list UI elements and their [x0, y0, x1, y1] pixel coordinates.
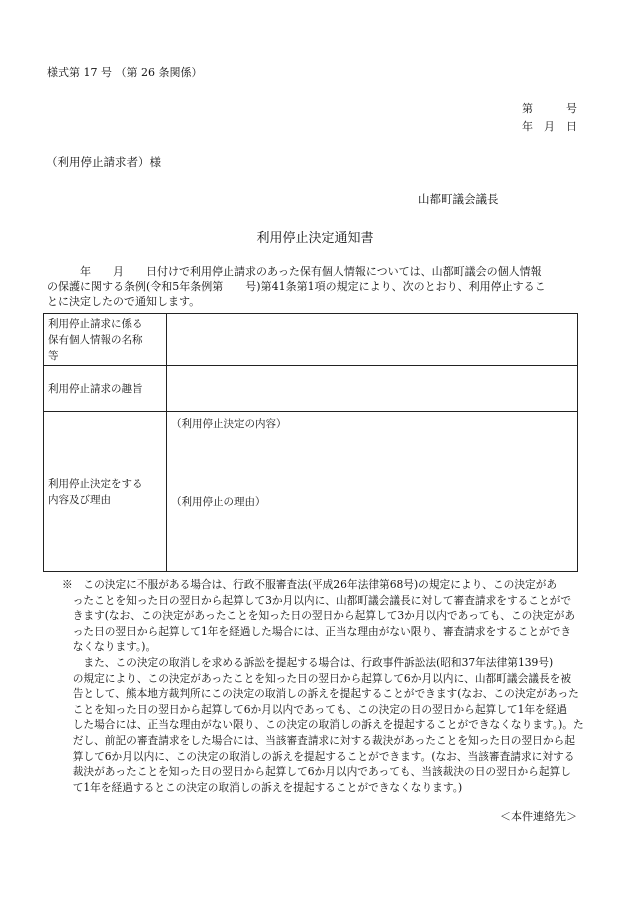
label-line: 内容及び理由	[48, 493, 111, 506]
document-number: 第 号	[522, 102, 577, 115]
intro-line: の保護に関する条例(令和5年条例第 号)第41条第1項の規定により、次のとおり、利用停止するこ	[47, 280, 546, 293]
note-line: 算して6か月以内に、この決定の取消しの訴えを提起することができます。(なお、当該審査請求に対する	[62, 749, 575, 763]
table-row	[44, 366, 578, 412]
note-line: ったことを知った日の翌日から起算して3か月以内に、山都町議会議長に対して審査請求をすることがで	[62, 593, 572, 607]
note-line: 告として、熊本地方裁判所にこの決定の取消しの訴えを提起することができます(なお、この決定があった	[62, 687, 579, 701]
label-line: 等	[48, 349, 59, 362]
document-date: 年 月 日	[522, 120, 577, 133]
notes	[62, 577, 584, 795]
contact-info: ＜本件連絡先＞	[500, 810, 577, 823]
personal-info-name-label	[44, 314, 167, 366]
addressee: （利用停止請求者）様	[46, 155, 161, 169]
table-row	[44, 314, 578, 366]
intro-paragraph	[47, 264, 583, 309]
request-purpose-label: 利用停止請求の趣旨	[44, 366, 167, 412]
note-line: 裁決があったことを知った日の翌日から起算して6か月以内であっても、当該裁決の日の翌日から起算し	[62, 765, 571, 779]
decision-content-reason-field[interactable]	[167, 412, 578, 572]
label-line: 保有個人情報の名称	[48, 333, 143, 346]
form-number: 様式第 17 号 （第 26 条関係）	[47, 66, 203, 79]
note-line: ※ この決定に不服がある場合は、行政不服審査法(平成26年法律第68号)の規定により、この決定があ	[62, 578, 558, 591]
intro-line: 年 月 日付けで利用停止請求のあった保有個人情報については、山都町議会の個人情報	[47, 265, 542, 278]
decision-content-reason-label	[44, 412, 167, 572]
request-purpose-field[interactable]	[167, 366, 578, 412]
label-line: 利用停止請求に係る	[48, 317, 143, 330]
note-line: だし、前記の審査請求をした場合には、当該審査請求に対する裁決があったことを知った日の翌日から起	[62, 733, 575, 747]
decision-reason-label: （利用停止の理由）	[171, 496, 266, 508]
document-title: 利用停止決定通知書	[256, 231, 374, 246]
label-line: 利用停止決定をする	[48, 477, 143, 490]
note-line: した場合には、正当な理由がない限り、この決定の取消しの訴えを提起することができなくなります。)。た	[62, 718, 584, 732]
note-line: なくなります。)。	[62, 640, 157, 654]
note-line: また、この決定の取消しを求める訴訟を提起する場合は、行政事件訴訟法(昭和37年法律第139号)	[62, 655, 554, 669]
note-line: て1年を経過するとこの決定の取消しの訴えを提起することができなくなります。)	[62, 780, 463, 794]
intro-line: とに決定したので通知します。	[47, 295, 201, 308]
note-line: の規定により、この決定があったことを知った日の翌日から起算して6か月以内に、山都町議会議長を被	[62, 671, 572, 685]
note-line: きます(なお、この決定があったことを知った日の翌日から起算して3か月以内であっても、この決定があ	[62, 609, 576, 623]
note-line: ことを知った日の翌日から起算して6か月以内であっても、この決定の日の翌日から起算して1年を経過	[62, 702, 568, 716]
decision-content-label: （利用停止決定の内容）	[171, 418, 287, 430]
table-row	[44, 412, 578, 572]
info-table	[43, 313, 578, 572]
note-line: った日の翌日から起算して1年を経過した場合には、正当な理由がない限り、審査請求をすることができ	[62, 624, 572, 638]
personal-info-name-field[interactable]	[167, 314, 578, 366]
issuer: 山都町議会議長	[418, 192, 499, 206]
